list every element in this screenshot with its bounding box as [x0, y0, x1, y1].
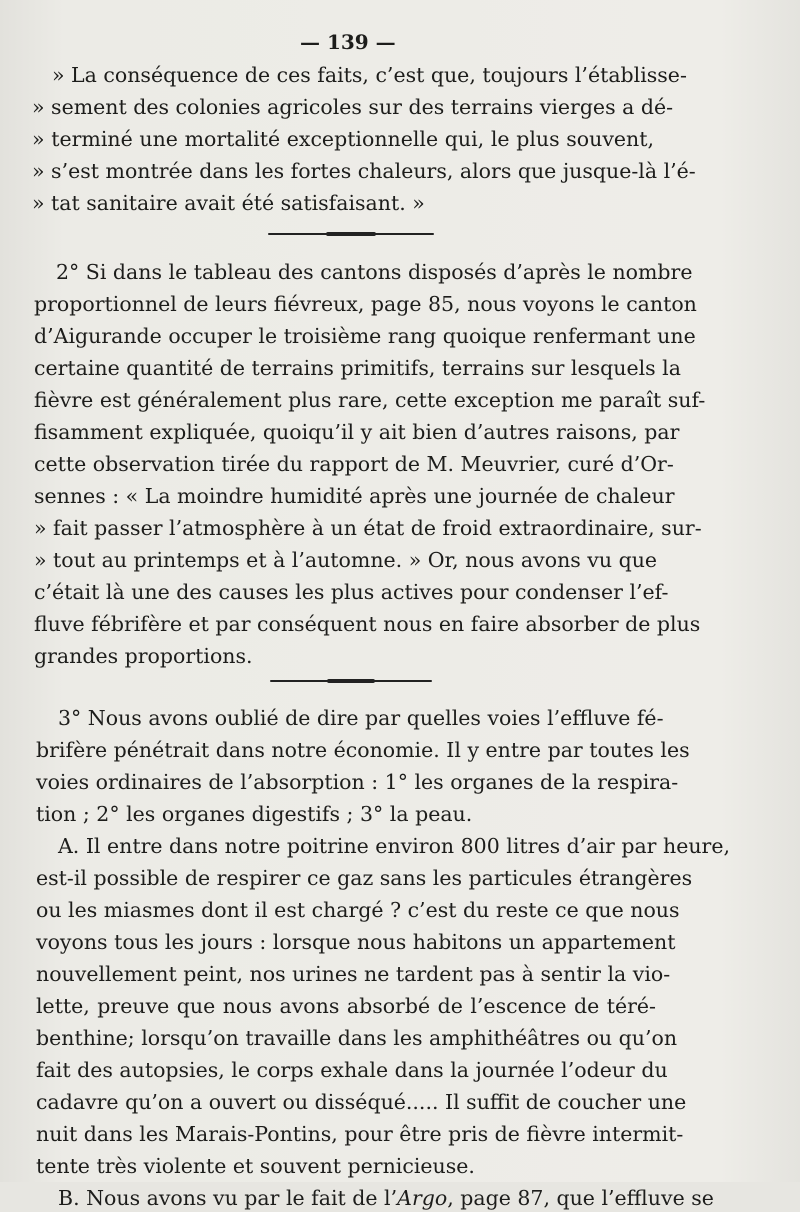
- text-line: est-il possible de respirer ce gaz sans les particules étrangères: [36, 866, 693, 890]
- text-line: » tout au printemps et à l’automne. » Or, nous avons vu que: [34, 548, 658, 572]
- text-line: » s’est montrée dans les fortes chaleurs, alors que jusque-là l’é-: [32, 159, 696, 183]
- text-line: » sement des colonies agricoles sur des terrains vierges a dé-: [32, 95, 674, 119]
- text-run: B. Nous avons vu par le fait de l’: [58, 1186, 398, 1210]
- text-line: lette, preuve que nous avons absorbé de l’escence de téré-: [36, 994, 656, 1018]
- text-line: fluve fébrifère et par conséquent nous en faire absorber de plus: [34, 612, 701, 636]
- text-line: voyons tous les jours : lorsque nous habitons un appartement: [36, 930, 676, 954]
- text-line: A. Il entre dans notre poitrine environ 800 litres d’air par heure,: [58, 834, 730, 858]
- text-line: 2° Si dans le tableau des cantons disposés d’après le nombre: [56, 260, 693, 284]
- text-line: » fait passer l’atmosphère à un état de froid extraordinaire, sur-: [34, 516, 702, 540]
- text-line: c’était là une des causes les plus actives pour condenser l’ef-: [34, 580, 669, 604]
- text-line: voies ordinaires de l’absorption : 1° les organes de la respira-: [36, 770, 679, 794]
- text-line: nouvellement peint, nos urines ne tardent pas à sentir la vio-: [36, 962, 671, 986]
- text-line: fisamment expliquée, quoiqu’il y ait bien d’autres raisons, par: [34, 420, 680, 444]
- text-line: nuit dans les Marais-Pontins, pour être pris de fièvre intermit-: [36, 1122, 684, 1146]
- text-line: grandes proportions.: [34, 644, 253, 668]
- italic-ship-name: Argo: [397, 1186, 448, 1210]
- text-line: tente très violente et souvent pernicieuse.: [36, 1154, 475, 1178]
- text-line: » tat sanitaire avait été satisfaisant. »: [32, 191, 425, 215]
- text-line: tion ; 2° les organes digestifs ; 3° la peau.: [36, 802, 473, 826]
- text-line: 3° Nous avons oublié de dire par quelles voies l’effluve fé-: [58, 706, 664, 730]
- text-line: » terminé une mortalité exceptionnelle qui, le plus souvent,: [32, 127, 654, 151]
- text-line: brifère pénétrait dans notre économie. Il y entre par toutes les: [36, 738, 690, 762]
- text-line: cette observation tirée du rapport de M. Meuvrier, curé d’Or-: [34, 452, 674, 476]
- section-divider: [268, 233, 434, 235]
- text-run: , page 87, que l’effluve se: [447, 1186, 714, 1210]
- text-line: ou les miasmes dont il est chargé ? c’est du reste ce que nous: [36, 898, 680, 922]
- text-line: d’Aigurande occuper le troisième rang quoique renfermant une: [34, 324, 696, 348]
- text-line: fièvre est généralement plus rare, cette exception me paraît suf-: [34, 388, 706, 412]
- text-line: [58, 1184, 714, 1212]
- text-line: sennes : « La moindre humidité après une journée de chaleur: [34, 484, 675, 508]
- text-line: proportionnel de leurs fiévreux, page 85, nous voyons le canton: [34, 292, 697, 316]
- text-line: certaine quantité de terrains primitifs, terrains sur lesquels la: [34, 356, 681, 380]
- text-line: fait des autopsies, le corps exhale dans la journée l’odeur du: [36, 1058, 668, 1082]
- text-line: cadavre qu’on a ouvert ou disséqué..... Il suffit de coucher une: [36, 1090, 687, 1114]
- text-line: benthine; lorsqu’on travaille dans les amphithéâtres ou qu’on: [36, 1026, 678, 1050]
- page-number: — 139 —: [300, 30, 396, 54]
- text-line: » La conséquence de ces faits, c’est que, toujours l’établisse-: [52, 63, 687, 87]
- section-divider: [270, 680, 432, 682]
